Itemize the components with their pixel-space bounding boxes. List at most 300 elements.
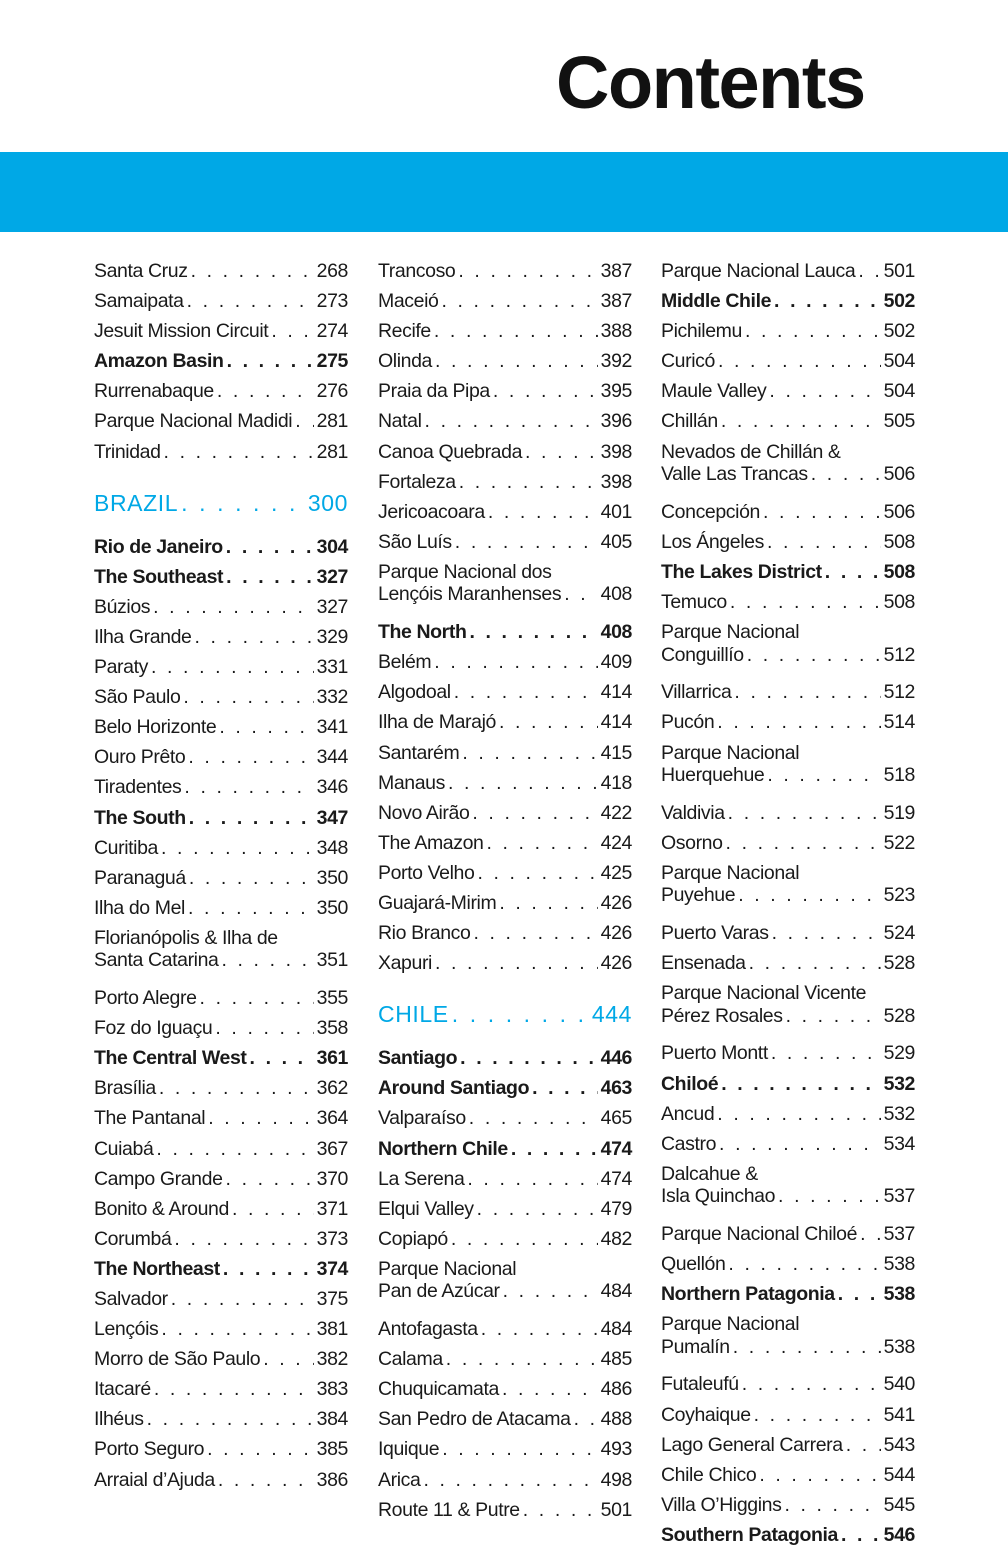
toc-entry-line-2 — [661, 644, 915, 667]
toc-entry-page: 362 — [316, 1077, 348, 1100]
dot-leader — [523, 1495, 598, 1525]
dot-leader — [860, 1219, 881, 1249]
toc-entry-page: 388 — [600, 320, 632, 343]
dot-leader — [499, 888, 597, 918]
dot-leader — [161, 1314, 313, 1344]
toc-entry-page: 543 — [883, 1433, 915, 1456]
toc-entry-page: 519 — [883, 801, 915, 824]
dot-leader — [486, 828, 597, 858]
dot-leader — [188, 742, 313, 772]
toc-entry-label: Pichilemu — [661, 320, 742, 343]
dot-leader — [719, 1129, 881, 1159]
toc-entry-label: Porto Seguro — [94, 1438, 205, 1461]
dot-leader — [263, 1344, 313, 1374]
toc-entry-label: Curitiba — [94, 836, 158, 859]
toc-entry — [661, 437, 915, 494]
toc-entry — [378, 1103, 632, 1133]
toc-entry-label: Ensenada — [661, 952, 746, 975]
toc-entry-label: San Pedro de Atacama — [378, 1408, 571, 1431]
toc-entry — [378, 707, 632, 737]
dot-leader — [161, 833, 314, 863]
toc-entry — [94, 316, 348, 346]
toc-entry-page: 346 — [316, 776, 348, 799]
dot-leader — [717, 707, 880, 737]
dot-leader — [441, 286, 597, 316]
toc-entry-page: 465 — [600, 1107, 632, 1130]
toc-entry-line-2 — [661, 463, 915, 486]
toc-entry-page: 538 — [883, 1335, 915, 1358]
dot-leader — [153, 592, 314, 622]
dot-leader — [730, 587, 881, 617]
toc-entry-page: 501 — [883, 260, 915, 282]
toc-entry — [378, 286, 632, 316]
toc-entry-page: 426 — [600, 952, 632, 975]
dot-leader — [728, 1249, 880, 1279]
toc-entry-label: Calama — [378, 1348, 443, 1371]
toc-entry-label: Bonito & Around — [94, 1197, 229, 1220]
dot-leader — [435, 346, 598, 376]
toc-entry-line-2 — [378, 583, 632, 606]
toc-entry-label: Olinda — [378, 350, 432, 373]
toc-entry-page: 364 — [316, 1107, 348, 1130]
toc-entry-page: 426 — [600, 891, 632, 914]
toc-entry — [94, 622, 348, 652]
dot-leader — [574, 1404, 598, 1434]
toc-entry-label: Pucón — [661, 711, 715, 734]
dot-leader — [184, 772, 313, 802]
toc-entry-page: 370 — [316, 1167, 348, 1190]
toc-entry — [661, 376, 915, 406]
toc-entry — [661, 1400, 915, 1430]
toc-entry-label: Trancoso — [378, 260, 456, 282]
toc-entry-page: 276 — [316, 380, 348, 403]
dot-leader — [772, 918, 881, 948]
toc-entry-line-2 — [94, 949, 348, 972]
toc-entry — [661, 527, 915, 557]
toc-section-entry — [661, 1520, 915, 1550]
toc-entry-page: 398 — [600, 470, 632, 493]
toc-entry-page: 424 — [600, 831, 632, 854]
toc-entry-label: Parque Nacional dos — [378, 560, 552, 583]
dot-leader — [189, 863, 314, 893]
toc-entry-label: Around Santiago — [378, 1077, 530, 1100]
dot-leader — [734, 677, 880, 707]
toc-entry-label: São Paulo — [94, 686, 181, 709]
dot-leader — [738, 884, 880, 907]
dot-leader — [183, 682, 313, 712]
toc-column-2 — [378, 256, 632, 1525]
toc-entry-line-2 — [661, 1336, 915, 1359]
toc-entry — [94, 712, 348, 742]
toc-entry-page: 524 — [883, 922, 915, 945]
dot-leader — [846, 1430, 881, 1460]
toc-entry-page: 540 — [883, 1373, 915, 1396]
dot-leader — [232, 1194, 314, 1224]
toc-entry-page: 374 — [316, 1257, 348, 1280]
toc-entry — [94, 863, 348, 893]
dot-leader — [838, 1279, 881, 1309]
dot-leader — [503, 1280, 598, 1303]
toc-entry-page: 327 — [316, 565, 348, 588]
toc-entry-page: 541 — [883, 1403, 915, 1426]
toc-entry — [378, 557, 632, 614]
dot-leader — [271, 316, 313, 346]
dot-leader — [477, 1194, 598, 1224]
toc-entry-label: Chillán — [661, 410, 718, 433]
dot-leader — [434, 316, 598, 346]
toc-entry-label: Porto Velho — [378, 861, 475, 884]
toc-entry-label: Curicó — [661, 350, 715, 373]
dot-leader — [721, 406, 881, 436]
toc-entry-label: Ilha do Mel — [94, 896, 185, 919]
toc-entry-label: Jericoacoara — [378, 500, 485, 523]
dot-leader — [217, 376, 314, 406]
toc-entry — [94, 652, 348, 682]
dot-leader — [502, 1374, 598, 1404]
dot-leader — [763, 497, 881, 527]
dot-leader — [442, 1434, 597, 1464]
dot-leader — [191, 256, 314, 286]
toc-section-entry — [661, 557, 915, 587]
toc-entry-page: 545 — [883, 1493, 915, 1516]
toc-entry-label: Ouro Prêto — [94, 746, 186, 769]
toc-entry-line-2 — [378, 1280, 632, 1303]
toc-column-3 — [661, 256, 915, 1550]
toc-entry-label: Samaipata — [94, 290, 184, 313]
toc-entry — [94, 772, 348, 802]
toc-entry-page: 463 — [600, 1077, 632, 1100]
toc-entry — [378, 346, 632, 376]
toc-entry-label: Morro de São Paulo — [94, 1348, 261, 1371]
toc-entry-page: 484 — [600, 1280, 632, 1303]
toc-entry-label: Manaus — [378, 771, 445, 794]
toc-entry-page: 528 — [883, 952, 915, 975]
dot-leader — [187, 286, 314, 316]
toc-entry — [661, 948, 915, 978]
toc-section-entry — [378, 1043, 632, 1073]
dot-leader — [774, 286, 881, 316]
toc-entry — [378, 1374, 632, 1404]
toc-entry-page: 529 — [883, 1042, 915, 1065]
dot-leader — [778, 1185, 881, 1208]
toc-entry — [378, 1254, 632, 1311]
toc-entry — [661, 1309, 915, 1366]
toc-entry-label: Paranaguá — [94, 866, 186, 889]
toc-entry-page: 384 — [316, 1408, 348, 1431]
toc-entry — [661, 798, 915, 828]
toc-entry-page: 501 — [600, 1498, 632, 1521]
toc-entry-page: 281 — [316, 410, 348, 433]
toc-entry — [661, 1249, 915, 1279]
toc-entry — [661, 1159, 915, 1216]
dot-leader — [171, 1284, 314, 1314]
toc-entry — [94, 286, 348, 316]
toc-entry — [94, 1284, 348, 1314]
toc-entry — [94, 592, 348, 622]
toc-entry-line-2 — [661, 764, 915, 787]
toc-entry-line-2 — [661, 884, 915, 907]
toc-entry-page: 350 — [316, 896, 348, 919]
toc-entry — [661, 1490, 915, 1520]
dot-leader — [446, 1344, 598, 1374]
toc-entry-page: 355 — [316, 987, 348, 1010]
toc-entry-page: 514 — [883, 711, 915, 734]
toc-entry-label: Santa Cruz — [94, 260, 188, 282]
toc-entry-label: Los Ángeles — [661, 530, 764, 553]
toc-entry-label: Temuco — [661, 591, 727, 614]
dot-leader — [195, 622, 314, 652]
toc-entry — [94, 256, 348, 286]
toc-entry-label: São Luís — [378, 530, 452, 553]
toc-entry-label: Fortaleza — [378, 470, 456, 493]
toc-entry-label: Santarém — [378, 741, 460, 764]
toc-entry-page: 534 — [883, 1132, 915, 1155]
toc-entry-page: 373 — [316, 1227, 348, 1250]
dot-leader — [181, 486, 305, 520]
toc-entry — [661, 1369, 915, 1399]
toc-entry-label: Northern Chile — [378, 1137, 508, 1160]
toc-entry-page: 401 — [600, 500, 632, 523]
toc-entry-label: Belo Horizonte — [94, 716, 217, 739]
toc-entry-page: 425 — [600, 861, 632, 884]
toc-entry-page: 414 — [600, 681, 632, 704]
toc-entry-label: Southern Patagonia — [661, 1523, 838, 1546]
dot-leader — [493, 376, 598, 406]
toc-entry-label-continued: Santa Catarina — [94, 949, 219, 972]
dot-leader — [745, 316, 881, 346]
toc-entry-label: Dalcahue & — [661, 1162, 758, 1185]
toc-entry-label: The Pantanal — [94, 1107, 206, 1130]
toc-entry-label-continued: Pan de Azúcar — [378, 1280, 500, 1303]
dot-leader — [771, 1038, 881, 1068]
dot-leader — [759, 1460, 880, 1490]
toc-entry-label-continued: Isla Quinchao — [661, 1185, 776, 1208]
dot-leader — [460, 1043, 598, 1073]
toc-entry-label: Puerto Montt — [661, 1042, 768, 1065]
toc-entry-page: 273 — [316, 290, 348, 313]
toc-entry — [661, 617, 915, 674]
dot-leader — [499, 707, 598, 737]
toc-entry-label: Recife — [378, 320, 431, 343]
toc-entry — [378, 738, 632, 768]
toc-entry-page: 523 — [883, 884, 915, 907]
toc-entry — [378, 888, 632, 918]
toc-entry-label: The Northeast — [94, 1257, 220, 1280]
toc-section-entry — [94, 1043, 348, 1073]
toc-entry — [661, 346, 915, 376]
toc-entry-label-continued: Huerquehue — [661, 764, 765, 786]
toc-entry-label: Brasília — [94, 1077, 156, 1100]
toc-entry — [378, 918, 632, 948]
dot-leader — [473, 918, 597, 948]
toc-entry-label: Belém — [378, 651, 432, 674]
toc-entry — [94, 1103, 348, 1133]
toc-entry-label: Ilha Grande — [94, 625, 192, 648]
dot-leader — [721, 1069, 880, 1099]
toc-entry — [661, 587, 915, 617]
toc-entry-label: The Lakes District — [661, 560, 822, 583]
dot-leader — [151, 652, 314, 682]
toc-entry-page: 479 — [600, 1197, 632, 1220]
toc-entry-page: 385 — [316, 1438, 348, 1461]
toc-entry — [661, 1219, 915, 1249]
toc-entry — [661, 256, 915, 286]
toc-entry-label: Algodoal — [378, 681, 451, 704]
dot-leader — [188, 893, 314, 923]
toc-entry-label: Rio Branco — [378, 922, 471, 945]
toc-entry-label: Parque Nacional — [661, 861, 800, 884]
toc-entry-label: Nevados de Chillán & — [661, 440, 841, 463]
toc-entry — [94, 437, 348, 467]
toc-section-entry — [94, 346, 348, 376]
toc-entry-page: 422 — [600, 801, 632, 824]
dot-leader — [154, 1374, 314, 1404]
page-title: Contents — [556, 41, 865, 124]
dot-leader — [786, 1005, 881, 1028]
toc-entry-label: Corumbá — [94, 1227, 172, 1250]
toc-entry-label: The Amazon — [378, 831, 484, 854]
toc-entry-label: Paraty — [94, 656, 148, 679]
toc-entry-page: 504 — [883, 380, 915, 403]
dot-leader — [488, 497, 598, 527]
toc-entry — [661, 738, 915, 795]
toc-entry-page: 268 — [316, 260, 348, 282]
toc-entry — [378, 858, 632, 888]
toc-entry — [661, 497, 915, 527]
toc-entry-label: Cuiabá — [94, 1137, 154, 1160]
toc-entry-label: Futaleufú — [661, 1373, 739, 1396]
toc-section-entry — [661, 286, 915, 316]
toc-entry — [661, 1129, 915, 1159]
toc-entry-page: 358 — [316, 1017, 348, 1040]
toc-entry-page: 344 — [316, 746, 348, 769]
dot-leader — [164, 437, 314, 467]
toc-entry-page: 414 — [600, 711, 632, 734]
toc-entry-label: Copiapó — [378, 1227, 448, 1250]
dot-leader — [747, 644, 881, 667]
toc-entry — [94, 1404, 348, 1434]
toc-entry — [661, 707, 915, 737]
toc-entry — [94, 406, 348, 436]
dot-leader — [227, 346, 314, 376]
toc-entry-label: Chiloé — [661, 1072, 719, 1095]
toc-entry-label: Ilha de Marajó — [378, 711, 496, 734]
toc-entry — [378, 677, 632, 707]
toc-entry-page: 504 — [883, 350, 915, 373]
dot-leader — [784, 1490, 880, 1520]
dot-leader — [208, 1103, 313, 1133]
toc-entry-page: 274 — [316, 320, 348, 343]
dot-leader — [226, 1164, 314, 1194]
toc-entry — [94, 923, 348, 980]
dot-leader — [200, 983, 314, 1013]
toc-entry-label: Antofagasta — [378, 1318, 478, 1341]
toc-section-entry — [378, 1134, 632, 1164]
dot-leader — [435, 948, 598, 978]
toc-entry-label: Guajará-Mirim — [378, 891, 497, 914]
toc-entry-label-continued: Puyehue — [661, 884, 736, 907]
toc-entry — [94, 1013, 348, 1043]
toc-entry-label: Canoa Quebrada — [378, 440, 523, 463]
dot-leader — [717, 1099, 880, 1129]
dot-leader — [469, 617, 597, 647]
toc-entry-label: Búzios — [94, 595, 151, 618]
toc-entry — [661, 828, 915, 858]
toc-entry — [378, 527, 632, 557]
dot-leader — [532, 1073, 598, 1103]
toc-entry-page: 300 — [307, 489, 348, 516]
toc-entry — [378, 1164, 632, 1194]
toc-entry-page: 506 — [883, 463, 915, 486]
toc-entry — [94, 1465, 348, 1495]
toc-entry-page: 485 — [600, 1348, 632, 1371]
dot-leader — [749, 948, 881, 978]
dot-leader — [525, 437, 598, 467]
toc-entry — [378, 437, 632, 467]
toc-entry — [378, 467, 632, 497]
toc-entry-label: Arica — [378, 1468, 421, 1491]
toc-entry-page: 398 — [600, 440, 632, 463]
toc-entry-page: 361 — [316, 1047, 348, 1070]
toc-entry-page: 375 — [316, 1288, 348, 1310]
dot-leader — [564, 583, 597, 606]
header-band — [0, 152, 1008, 232]
toc-entry-label: Lençóis — [94, 1318, 159, 1341]
toc-entry-page: 383 — [316, 1378, 348, 1401]
toc-entry — [378, 406, 632, 436]
toc-country-heading — [378, 997, 632, 1043]
dot-leader — [448, 768, 598, 798]
dot-leader — [454, 677, 598, 707]
toc-entry-page: 387 — [600, 260, 632, 282]
toc-section-entry — [94, 562, 348, 592]
toc-entry-page: 347 — [316, 806, 348, 829]
dot-leader — [452, 997, 589, 1031]
toc-entry — [378, 1495, 632, 1525]
toc-entry-label: Rurrenabaque — [94, 380, 214, 403]
toc-entry — [378, 768, 632, 798]
dot-leader — [221, 949, 313, 972]
toc-entry-label-continued: Pumalín — [661, 1335, 730, 1358]
dot-leader — [726, 828, 881, 858]
toc-section-entry — [661, 1069, 915, 1099]
toc-entry-page: 512 — [883, 681, 915, 704]
toc-entry-label: Parque Nacional — [661, 741, 800, 764]
toc-entry-page: 544 — [883, 1463, 915, 1486]
toc-entry-label: Parque Nacional Chiloé — [661, 1223, 858, 1245]
toc-entry-label: The Southeast — [94, 565, 224, 588]
dot-leader — [219, 712, 313, 742]
toc-entry — [378, 1314, 632, 1344]
toc-entry-page: 486 — [600, 1378, 632, 1401]
dot-leader — [469, 1103, 598, 1133]
toc-section-entry — [94, 532, 348, 562]
toc-entry-page: 537 — [883, 1223, 915, 1245]
toc-entry-page: 371 — [316, 1197, 348, 1220]
toc-entry — [94, 1314, 348, 1344]
dot-leader — [250, 1043, 314, 1073]
toc-entry-label: The South — [94, 806, 186, 829]
toc-section-entry — [378, 1073, 632, 1103]
dot-leader — [858, 256, 880, 286]
toc-entry — [661, 316, 915, 346]
toc-entry-label: Middle Chile — [661, 290, 772, 313]
toc-entry — [378, 1465, 632, 1495]
toc-entry-page: 444 — [591, 1001, 632, 1028]
toc-entry-page: 327 — [316, 595, 348, 618]
toc-entry-label: Route 11 & Putre — [378, 1498, 520, 1521]
toc-entry-label: The Central West — [94, 1047, 247, 1070]
